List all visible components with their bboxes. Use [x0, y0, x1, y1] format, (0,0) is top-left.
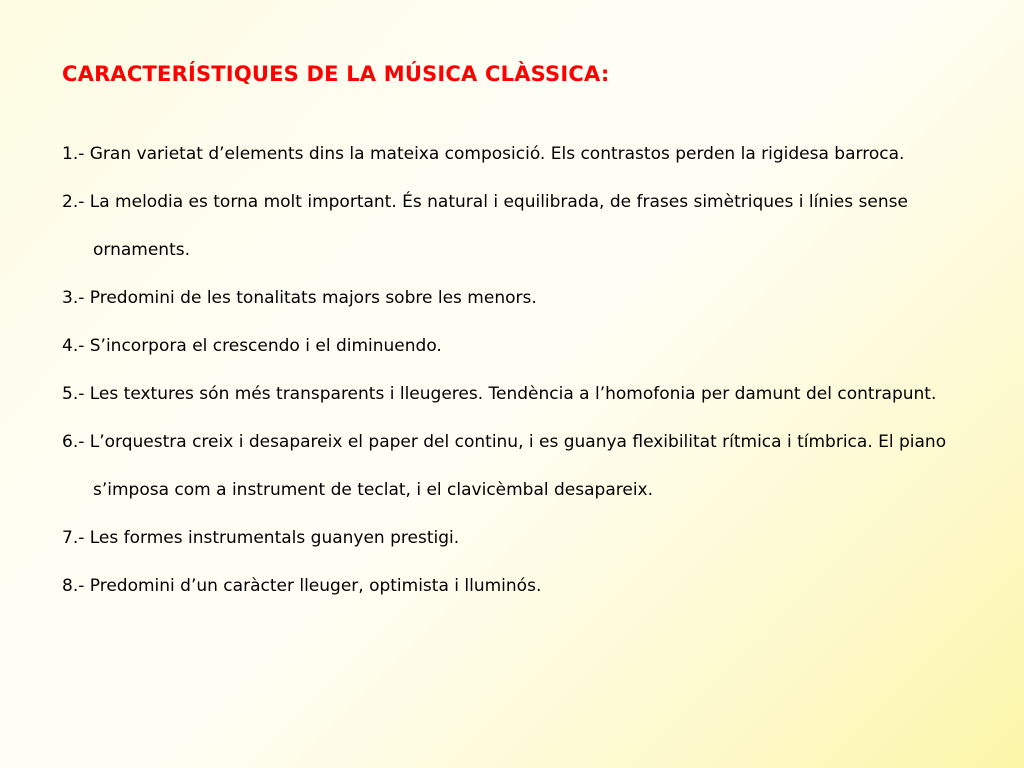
list-item: 3.- Predomini de les tonalitats majors sobre les menors.: [62, 288, 537, 308]
characteristics-list: [62, 130, 992, 610]
list-item: 8.- Predomini d’un caràcter lleuger, optimista i lluminós.: [62, 576, 542, 596]
list-item: 4.- S’incorpora el crescendo i el diminuendo.: [62, 336, 442, 356]
list-item: 7.- Les formes instrumentals guanyen prestigi.: [62, 528, 460, 548]
list-item: 5.- Les textures són més transparents i lleugeres. Tendència a l’homofonia per damunt del contrapunt.: [62, 384, 937, 404]
slide-content: [62, 58, 992, 610]
list-item: 1.- Gran varietat d’elements dins la mateixa composició. Els contrastos perden la rigidesa barroca.: [62, 144, 905, 164]
list-item: 6.- L’orquestra creix i desapareix el paper del continu, i es guanya flexibilitat rítmica i tímbrica. El piano s’imposa com a instrument de teclat, i el clavicèmbal desapareix.: [62, 432, 947, 500]
list-item: 2.- La melodia es torna molt important. És natural i equilibrada, de frases simètriques i línies sense ornaments.: [62, 192, 908, 260]
slide-title: CARACTERÍSTIQUES DE LA MÚSICA CLÀSSICA:: [62, 62, 610, 86]
